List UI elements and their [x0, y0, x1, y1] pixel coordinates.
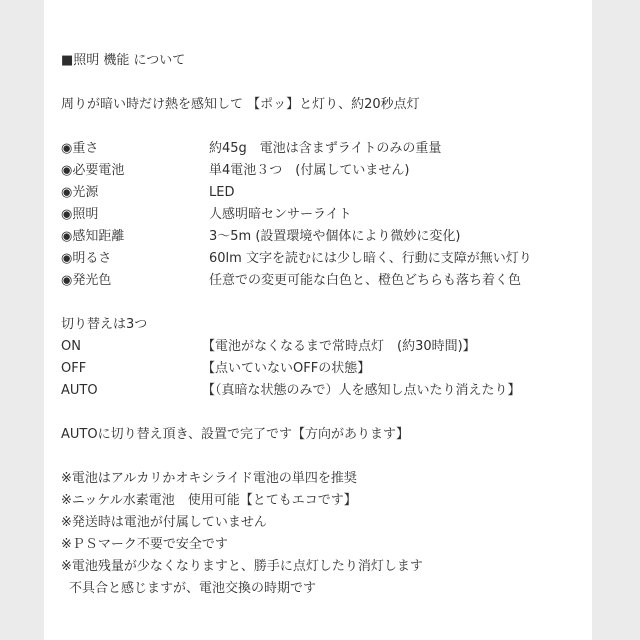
spec-label: ◉発光色	[61, 273, 112, 288]
spec-value: 人感明暗センサーライト	[209, 207, 352, 222]
intro-text: 周りが暗い時だけ熱を感知して 【ポッ】と灯り、約20秒点灯	[61, 97, 420, 112]
spec-label: ◉光源	[61, 185, 99, 200]
note-item: ※ＰＳマーク不要で安全です	[61, 537, 228, 552]
spec-label: ◉感知距離	[61, 229, 125, 244]
spec-value: 約45g 電池は含まずライトのみの重量	[209, 141, 442, 156]
product-description	[61, 50, 591, 600]
note-item: ※電池残量が少なくなりますと、勝手に点灯したり消灯します	[61, 559, 423, 574]
spec-label: ◉照明	[61, 207, 99, 222]
spec-label: ◉必要電池	[61, 163, 125, 178]
mode-label: OFF	[61, 361, 87, 376]
mode-value: 【（真暗な状態のみで）人を感知し点いたり消えたり】	[202, 383, 521, 398]
spec-row-weight	[61, 138, 591, 160]
note-continuation: 不具合と感じますが、電池交換の時期です	[69, 581, 317, 596]
mode-row-on	[61, 336, 591, 358]
mode-label: AUTO	[61, 383, 98, 398]
mode-row-auto	[61, 380, 591, 402]
spec-value: 3〜5m (設置環境や個体により微妙に変化)	[209, 229, 461, 244]
auto-note: AUTOに切り替え頂き、設置で完了です【方向があります】	[61, 427, 410, 442]
spec-label: ◉重さ	[61, 141, 99, 156]
mode-value: 【電池がなくなるまで常時点灯 (約30時間)】	[202, 339, 476, 354]
mode-label: ON	[61, 339, 81, 354]
spec-value: LED	[209, 185, 235, 200]
mode-list	[61, 336, 591, 402]
modes-heading: 切り替えは3つ	[61, 317, 148, 332]
spec-label: ◉明るさ	[61, 251, 112, 266]
spec-row-brightness	[61, 248, 591, 270]
spec-value: 任意での変更可能な白色と、橙色どちらも落ち着く色	[209, 273, 522, 288]
spec-row-light-source	[61, 182, 591, 204]
spec-value: 60lm 文字を読むには少し暗く、行動に支障が無い灯り	[209, 251, 532, 266]
notes-list	[61, 468, 591, 600]
mode-row-off	[61, 358, 591, 380]
mode-value: 【点いていないOFFの状態】	[202, 361, 371, 376]
spec-row-lighting	[61, 204, 591, 226]
note-item: ※ニッケル水素電池 使用可能【とてもエコです】	[61, 493, 357, 508]
spec-row-color	[61, 270, 591, 292]
note-item: ※電池はアルカリかオキシライド電池の単四を推奨	[61, 471, 357, 486]
spec-row-range	[61, 226, 591, 248]
note-item: ※発送時は電池が付属していません	[61, 515, 267, 530]
spec-list	[61, 138, 591, 292]
spec-row-battery	[61, 160, 591, 182]
spec-value: 単4電池３つ (付属していません)	[209, 163, 410, 178]
section-heading: ■照明 機能 について	[61, 53, 186, 68]
